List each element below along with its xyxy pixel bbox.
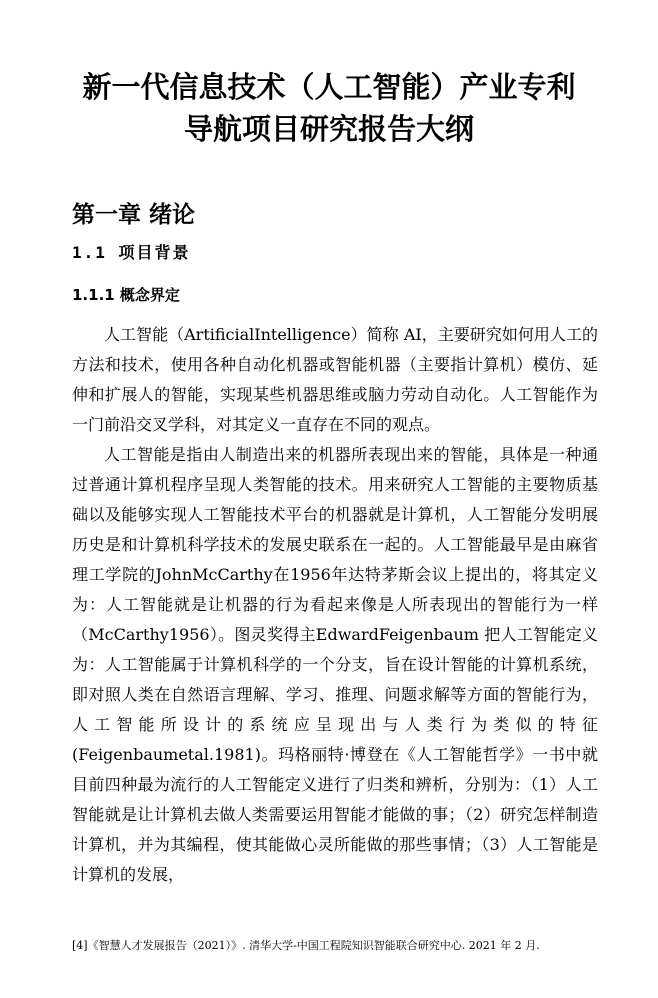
body-text xyxy=(72,320,598,890)
footnote: [4]《智慧人才发展报告（2021）》. 清华大学-中国工程院知识智能联合研究中心. 2021 年 2 月. xyxy=(72,939,540,952)
paragraph-1: 人工智能（ArtificialIntelligence）简称 AI，主要研究如何用人工的方法和技术，使用各种自动化机器或智能机器（主要指计算机）模仿、延伸和扩展人的智能，实现某些机器思维或脑力劳动自动化。人工智能作为一门前沿交叉学科，对其定义一直存在不同的观点。 xyxy=(72,325,598,434)
subsection-heading: 1.1.1 概念界定 xyxy=(72,286,180,304)
title-line-2: 导航项目研究报告大纲 xyxy=(183,112,474,146)
section-heading: 1.1 项目背景 xyxy=(72,243,191,262)
document-title xyxy=(40,66,618,150)
paragraph-2: 人工智能是指由人制造出来的机器所表现出来的智能，具体是一种通过普通计算机程序呈现人类智能的技术。用来研究人工智能的主要物质基础以及能够实现人工智能技术平台的机器就是计算机，人工智能分发明展历史是和计算机科学技术的发展史联系在一起的。人工智能最早是由麻省理工学院的JohnMcCarthy在1956年达特茅斯会议上提出的，将其定义为：人工智能就是让机器的行为看起来像是人所表现出的智能行为一样（McCarthy1956）。图灵奖得主EdwardFeigenbaum 把人工智能定义为：人工智能属于计算机科学的一个分支，旨在设计智能的计算机系统，即对照人类在自然语言理解、学习、推理、问题求解等方面的智能行为，人工智能所设计的系统应呈现出与人类行为类似的特征(Feigenbaumetal.1981)。玛格丽特·博登在《人工智能哲学》一书中就目前四种最为流行的人工智能定义进行了归类和辨析，分别为：（1）人工智能就是让计算机去做人类需要运用智能才能做的事；（2）研究怎样制造计算机，并为其编程，使其能做心灵所能做的那些事情；（3）人工智能是计算机的发展， xyxy=(72,445,598,884)
title-line-1: 新一代信息技术（人工智能）产业专利 xyxy=(82,70,576,104)
chapter-heading: 第一章 绪论 xyxy=(72,202,196,228)
